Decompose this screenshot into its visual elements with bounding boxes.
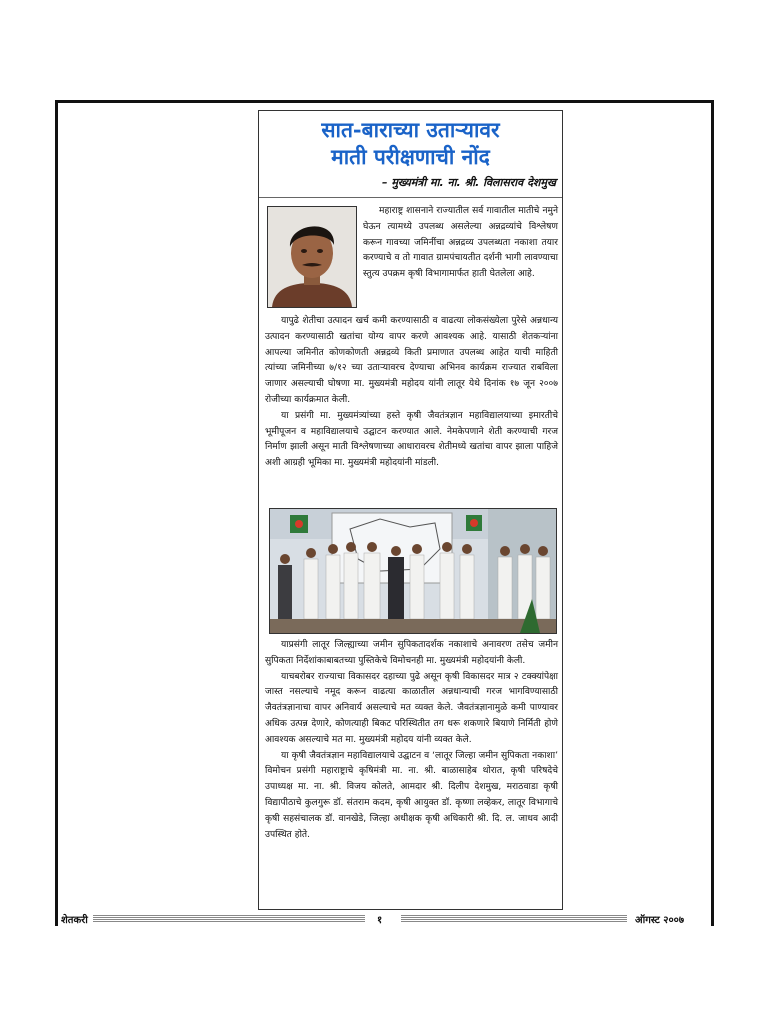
paragraph-6: या कृषी जैवतंत्रज्ञान महाविद्यालयाचे उद्घाटन व ‘लातूर जिल्हा जमीन सुपिकता नकाशा’ विमोचन प्रसंगी महाराष्ट्राचे कृषिमंत्री मा. ना. श्री. बाळासाहेब थोरात, कृषी परिषदेचे उपाध्यक्ष मा. ना. श्री. विजय कोलते, आमदार श्री. दिलीप देशमुख, मराठवाडा कृषी विद्यापीठाचे कुलगुरू डॉ. संतराम कदम, कृषी आयुक्त डॉ. कृष्णा लव्हेकर, लातूर विभागाचे कृषी सहसंचालक डॉ. वानखेडे, जिल्हा अधीक्षक कृषी अधिकारी श्री. दि. ल. जाधव आदी उपस्थित होते. (265, 750, 558, 840)
article-title-line-1: सात-बाराच्या उताऱ्यावर (321, 117, 500, 142)
article-body-text-2 (265, 638, 558, 843)
paragraph-5: याचबरोबर राज्याचा विकासदर दहाच्या पुढे असून कृषी विकासदर मात्र २ टक्क्यांपेक्षा जास्त नसल्याचे नमूद करून वाढत्या काळातील अन्नधान्याची गरज भागविण्यासाठी जैवतंत्रज्ञानाचा वापर अनिवार्य असल्याचे मत व्यक्त केले. जैवतंत्रज्ञानामुळे कमी पाण्यावर अधिक उत्पन्न देणारे, कोणत्याही बिकट परिस्थितीत तग धरू शकणारे बियाणे निर्मिती होणे आवश्यक असल्याचे मत मा. मुख्यमंत्री महोदय यांनी व्यक्त केले. (265, 671, 558, 745)
article-box (258, 110, 563, 910)
footer-issue-date: ऑगस्ट २००७ (635, 915, 685, 926)
paragraph-3: या प्रसंगी मा. मुख्यमंत्र्यांच्या हस्ते कृषी जैवतंत्रज्ञान महाविद्यालयाच्या इमारतीचे भूमीपूजन व महाविद्यालयाचे उद्घाटन करण्यात आले. नेमकेपणाने शेती करण्याची गरज निर्माण झाली असून माती विश्लेषणाच्या आधारावरच शेतीमध्ये खतांचा वापर झाला पाहिजे अशी आग्रही भूमिका मा. मुख्यमंत्री महोदयांनी मांडली. (265, 410, 558, 469)
article-body-text-1 (265, 314, 558, 472)
title-divider (259, 197, 562, 198)
article-intro-text (363, 204, 558, 283)
page-footer (55, 910, 714, 928)
page-frame-left (55, 100, 58, 926)
article-byline: – मुख्यमंत्री मा. ना. श्री. विलासराव देशमुख (382, 176, 556, 189)
page-frame-right (711, 100, 714, 926)
article-title-line-2: माती परीक्षणाची नोंद (331, 144, 490, 169)
paragraph-4: याप्रसंगी लातूर जिल्ह्याच्या जमीन सुपिकतादर्शक नकाशाचे अनावरण तसेच जमीन सुपिकता निर्देशांकाबाबतच्या पुस्तिकेचे विमोचनही मा. मुख्यमंत्री महोदयांनी केली. (265, 640, 558, 666)
footer-page-number: १ (377, 915, 383, 926)
footer-rule-left (93, 915, 365, 923)
footer-rule-right (401, 915, 627, 923)
paragraph-1: महाराष्ट्र शासनाने राज्यातील सर्व गावातील मातीचे नमुने घेऊन त्यामध्ये उपलब्ध असलेल्या अन्नद्रव्यांचे विश्लेषण करून गावच्या जमिनींचा अन्नद्रव्य उपलब्धता नकाशा तयार करण्याचे व तो गावात ग्रामपंचायतीत दर्शनी भागी लावण्याचा स्तुत्य उपक्रम कृषी विभागामार्फत हाती घेतलेला आहे. (363, 206, 558, 280)
event-photo (269, 508, 557, 634)
chief-minister-portrait (267, 206, 357, 308)
footer-magazine-name: शेतकरी (61, 915, 88, 926)
paragraph-2: यापुढे शेतीचा उत्पादन खर्च कमी करण्यासाठी व वाढत्या लोकसंख्येला पुरेसे अन्नधान्य उत्पादन करण्यासाठी खतांचा योग्य वापर करणे आवश्यक आहे. यासाठी शेतकऱ्यांना आपल्या जमिनीत कोणकोणती अन्नद्रव्ये किती प्रमाणात उपलब्ध आहेत याची माहिती त्यांच्या जमिनीच्या ७/१२ च्या उताऱ्यावरच देण्याचा अभिनव कार्यक्रम राज्यात राबविला जाणार असल्याची घोषणा मा. मुख्यमंत्री महोदय यांनी लातूर येथे दिनांक १७ जून २००७ रोजीच्या कार्यक्रमात केली. (265, 316, 558, 405)
page-frame-top (55, 100, 714, 103)
